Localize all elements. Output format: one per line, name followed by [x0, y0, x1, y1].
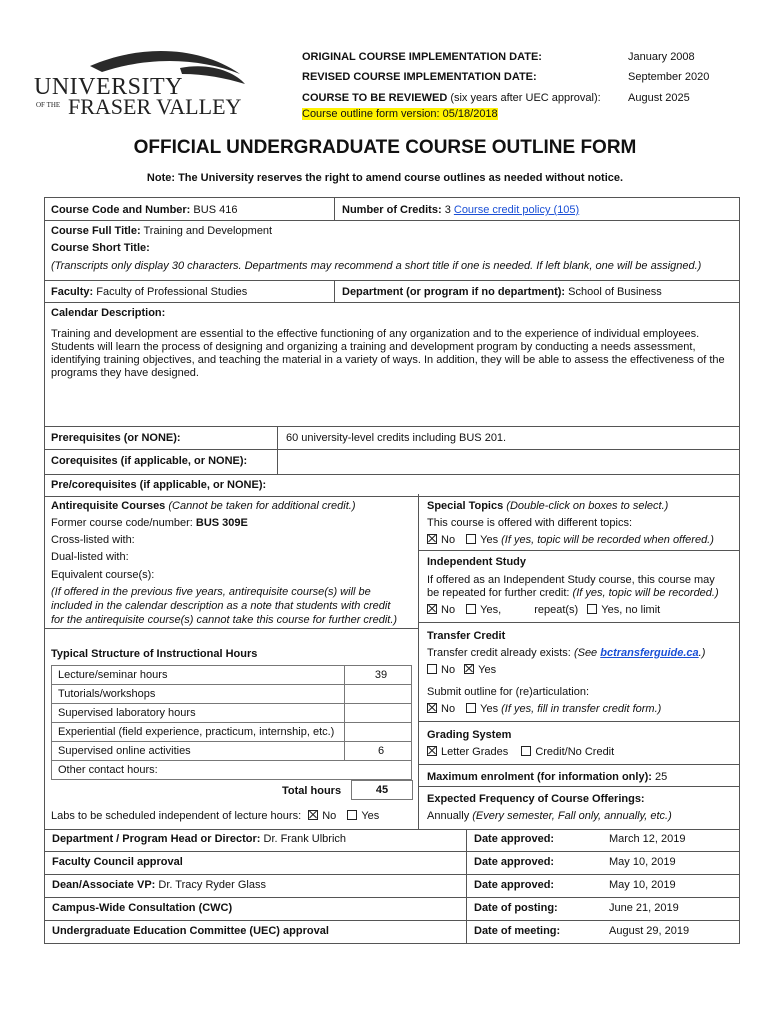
calendar-description: Training and development are essential to the effective functioning of any organization and to the experience of individual employees. Students will learn the process of designing and organizing a training and development program by conducting a needs assessment, identifying training objectives, and teaching the material in a variety of ways. In addition, they will be able to assess the effectiveness of the programs they have designed.	[51, 328, 725, 379]
approval-row	[44, 921, 740, 944]
frequency-heading: Expected Frequency of Course Offerings:	[427, 793, 645, 805]
amendment-note: Note: The University reserves the right to amend course outlines as needed without notice.	[146, 172, 624, 184]
former-course: Former course code/number: BUS 309E	[51, 517, 248, 529]
transfer-exists-options: No Yes	[427, 664, 496, 676]
cross-listed: Cross-listed with:	[51, 534, 135, 546]
approval-date-value: August 29, 2019	[609, 925, 690, 937]
department: Department (or program if no department): School of Business	[342, 286, 662, 298]
special-topics-heading: Special Topics (Double-click on boxes to select.)	[427, 500, 669, 512]
approval-date-value: June 21, 2019	[609, 902, 679, 914]
revised-date-value: September 2020	[628, 71, 710, 83]
corequisites-label: Corequisites (if applicable, or NONE):	[51, 455, 248, 467]
transfer-credit-heading: Transfer Credit	[427, 630, 506, 642]
antireq-note-1: (If offered in the previous five years, antirequisite course(s) will be	[51, 586, 371, 598]
grading-heading: Grading System	[427, 729, 512, 741]
prerequisites-label: Prerequisites (or NONE):	[51, 432, 181, 444]
hours-row	[52, 742, 412, 761]
approval-date-value: May 10, 2019	[609, 879, 676, 891]
hours-row-label: Other contact hours:	[52, 761, 412, 780]
letter-grades-checkbox[interactable]	[427, 746, 437, 756]
university-logo	[30, 44, 250, 124]
hours-row-value[interactable]: 6	[345, 742, 412, 761]
approval-label: Undergraduate Education Committee (UEC) approval	[52, 925, 329, 937]
hours-row-value[interactable]	[345, 704, 412, 723]
course-code: Course Code and Number: BUS 416	[51, 204, 238, 216]
approval-date-value: March 12, 2019	[609, 833, 686, 845]
credit-policy-link[interactable]: Course credit policy (105)	[453, 204, 580, 216]
approval-date-label: Date approved:	[474, 833, 555, 845]
transcript-note: (Transcripts only display 30 characters. Departments may recommend a short title if one is needed. If left blank, one will be assigned.)	[51, 260, 702, 272]
approval-row	[44, 875, 740, 898]
antireq-note-2: included in the calendar description as a note that students with credit	[51, 600, 391, 612]
logo-fraser-valley: FRASER VALLEY	[68, 94, 242, 119]
hours-row-label: Supervised online activities	[52, 742, 345, 761]
hours-row-label: Tutorials/workshops	[52, 685, 345, 704]
hours-row-label: Lecture/seminar hours	[52, 666, 345, 685]
labs-independent: Labs to be scheduled independent of lecture hours: No Yes	[51, 810, 380, 822]
precorequisites-label: Pre/corequisites (if applicable, or NONE):	[51, 479, 267, 491]
independent-study-text-1: If offered as an Independent Study course, this course may	[427, 574, 715, 586]
calendar-description-label: Calendar Description:	[51, 307, 166, 319]
independent-study-heading: Independent Study	[427, 556, 526, 568]
equivalent-courses: Equivalent course(s):	[51, 569, 155, 581]
credits: Number of Credits: 3 Course credit policy (105)	[342, 204, 580, 216]
approval-row	[44, 852, 740, 875]
hours-table	[51, 665, 412, 780]
frequency-value: Annually (Every semester, Fall only, annually, etc.)	[427, 810, 672, 822]
approval-date-label: Date approved:	[474, 856, 555, 868]
original-date-label: ORIGINAL COURSE IMPLEMENTATION DATE:	[302, 51, 542, 63]
approval-label: Dean/Associate VP: Dr. Tracy Ryder Glass	[52, 879, 266, 891]
special-topics-options: No Yes (If yes, topic will be recorded when offered.)	[427, 534, 714, 546]
form-version: Course outline form version: 05/18/2018	[302, 108, 498, 120]
hours-row	[52, 666, 412, 685]
hours-heading: Typical Structure of Instructional Hours	[51, 648, 258, 660]
rearticulation-no-checkbox[interactable]	[427, 703, 437, 713]
approvals-table	[44, 829, 740, 944]
approval-date-label: Date of posting:	[474, 902, 558, 914]
logo-of-the: OF THE	[36, 101, 61, 109]
logo-university: UNIVERSITY	[34, 74, 183, 100]
approval-label: Department / Program Head or Director: Dr. Frank Ulbrich	[52, 833, 347, 845]
special-no-checkbox[interactable]	[427, 534, 437, 544]
independent-study-options: No Yes, repeat(s) Yes, no limit	[427, 604, 660, 616]
indep-yes-checkbox[interactable]	[466, 604, 476, 614]
submit-outline-options: No Yes (If yes, fill in transfer credit form.)	[427, 703, 661, 715]
hours-row	[52, 723, 412, 742]
special-topics-text: This course is offered with different topics:	[427, 517, 633, 529]
approval-label: Faculty Council approval	[52, 856, 183, 868]
antirequisite-heading: Antirequisite Courses (Cannot be taken for additional credit.)	[51, 500, 356, 512]
hours-row-value[interactable]: 39	[345, 666, 412, 685]
independent-study-text-2: be repeated for further credit: (If yes, topic will be recorded.)	[427, 587, 719, 599]
transfer-exists: Transfer credit already exists: (See bctransferguide.ca.)	[427, 647, 706, 659]
approval-date-label: Date of meeting:	[474, 925, 561, 937]
transfer-no-checkbox[interactable]	[427, 664, 437, 674]
total-hours-label: Total hours	[282, 785, 342, 797]
antireq-note-3: for the antirequisite course(s) cannot take this course for further credit.)	[51, 614, 398, 626]
submit-outline: Submit outline for (re)articulation:	[427, 686, 590, 698]
labs-yes-checkbox[interactable]	[347, 810, 357, 820]
max-enrolment: Maximum enrolment (for information only): 25	[427, 771, 668, 783]
original-date-value: January 2008	[628, 51, 695, 63]
hours-row-label: Supervised laboratory hours	[52, 704, 345, 723]
hours-row	[52, 761, 412, 780]
rearticulation-yes-checkbox[interactable]	[466, 703, 476, 713]
hours-row	[52, 685, 412, 704]
approval-row	[44, 898, 740, 921]
review-date-value: August 2025	[628, 92, 690, 104]
hours-row-value[interactable]	[345, 685, 412, 704]
bctransferguide-link[interactable]: bctransferguide.ca	[600, 647, 699, 659]
grading-options: Letter Grades Credit/No Credit	[427, 746, 614, 758]
approval-label: Campus-Wide Consultation (CWC)	[52, 902, 233, 914]
hours-row-value[interactable]	[345, 723, 412, 742]
transfer-yes-checkbox[interactable]	[464, 664, 474, 674]
approval-date-value: May 10, 2019	[609, 856, 676, 868]
page-title: OFFICIAL UNDERGRADUATE COURSE OUTLINE FORM	[133, 137, 637, 158]
course-short-title-label: Course Short Title:	[51, 242, 150, 254]
indep-no-checkbox[interactable]	[427, 604, 437, 614]
hours-row-label: Experiential (field experience, practicum, internship, etc.)	[52, 723, 345, 742]
total-hours-value: 45	[351, 780, 413, 800]
review-date-label: COURSE TO BE REVIEWED (six years after UEC approval):	[302, 92, 601, 104]
faculty: Faculty: Faculty of Professional Studies	[51, 286, 248, 298]
credit-no-credit-checkbox[interactable]	[521, 746, 531, 756]
prerequisites-value: 60 university-level credits including BUS 201.	[286, 432, 507, 444]
hours-row	[52, 704, 412, 723]
course-full-title: Course Full Title: Training and Development	[51, 225, 273, 237]
indep-nolimit-checkbox[interactable]	[587, 604, 597, 614]
revised-date-label: REVISED COURSE IMPLEMENTATION DATE:	[302, 71, 537, 83]
labs-no-checkbox[interactable]	[308, 810, 318, 820]
special-yes-checkbox[interactable]	[466, 534, 476, 544]
dual-listed: Dual-listed with:	[51, 551, 129, 563]
approval-row	[44, 829, 740, 852]
approval-date-label: Date approved:	[474, 879, 555, 891]
